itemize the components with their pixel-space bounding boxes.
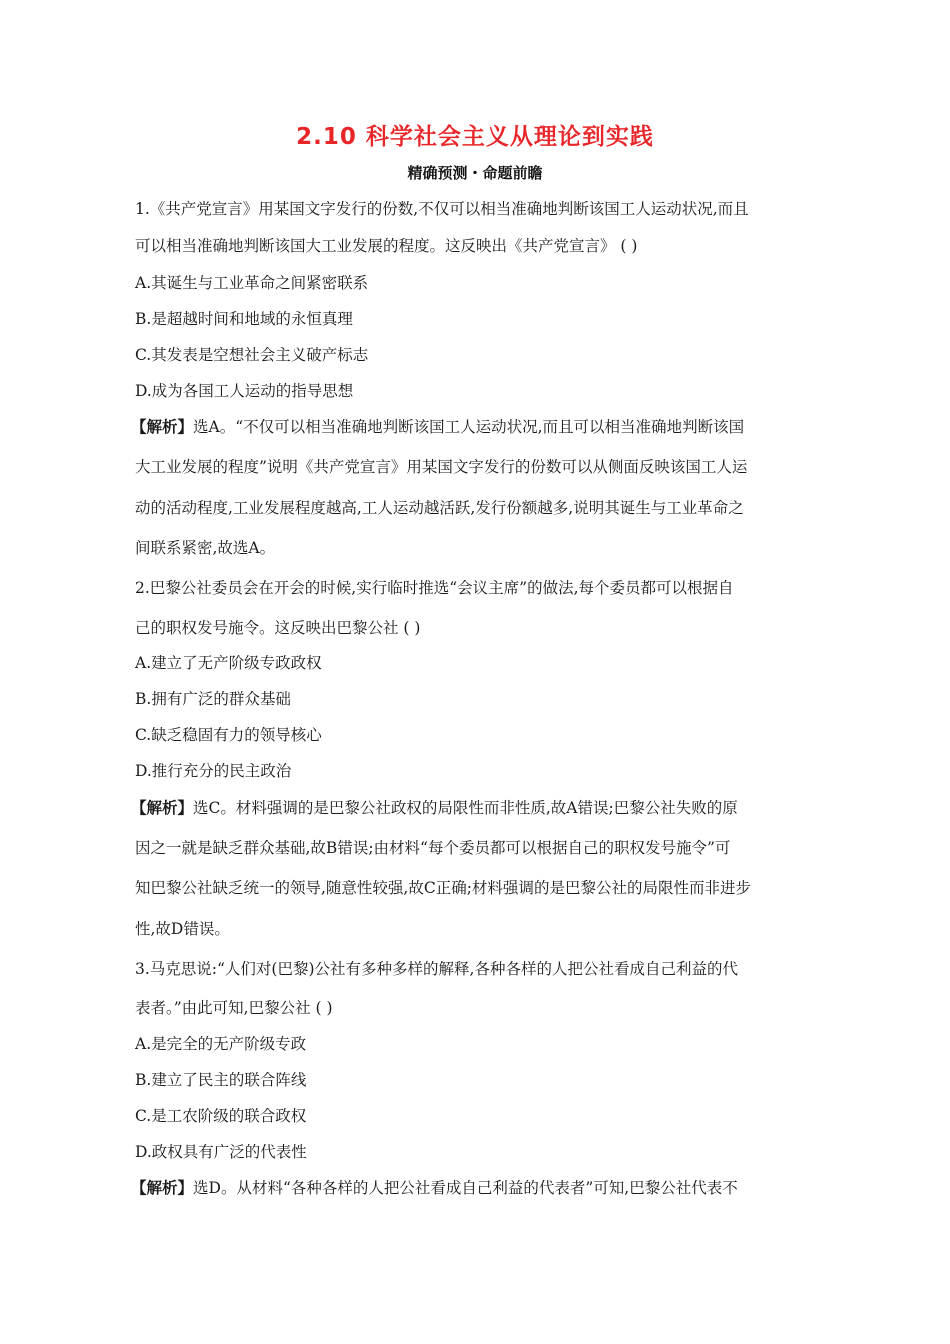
q3-analysis-line-1: [131, 1177, 815, 1199]
q2-analysis-line-2: 因之一就是缺乏群众基础,故B错误;由材料“每个委员都可以根据自己的职权发号施令”可: [135, 839, 731, 857]
q1-stem-line-1: 1.《共产党宣言》用某国文字发行的份数,不仅可以相当准确地判断该国工人运动状况,而且: [135, 200, 749, 218]
q2-option-d: D.推行充分的民主政治: [135, 762, 292, 780]
q2-analysis-line-4: 性,故D错误。: [135, 920, 230, 938]
q2-stem-line-2: 己的职权发号施令。这反映出巴黎公社 ( ): [135, 619, 421, 637]
q1-stem-line-2: 可以相当准确地判断该国大工业发展的程度。这反映出《共产党宣言》 ( ): [135, 237, 638, 255]
analysis-tag: 【解析】: [131, 1178, 194, 1197]
q3-analysis-text: 选D。从材料“各种各样的人把公社看成自己利益的代表者”可知,巴黎公社代表不: [193, 1179, 738, 1197]
q2-option-a: A.建立了无产阶级专政政权: [135, 654, 322, 672]
q3-stem-line-2: 表者。”由此可知,巴黎公社 ( ): [135, 999, 333, 1017]
analysis-tag: 【解析】: [131, 417, 194, 436]
page-title: 2.10 科学社会主义从理论到实践: [296, 124, 654, 150]
q3-option-c: C.是工农阶级的联合政权: [135, 1107, 307, 1125]
q1-analysis-line-1: [131, 416, 815, 438]
analysis-tag: 【解析】: [131, 798, 194, 817]
q3-stem-line-1: 3.马克思说:“人们对(巴黎)公社有多种多样的解释,各种各样的人把公社看成自己利益的代: [135, 960, 738, 978]
q2-stem-line-1: 2.巴黎公社委员会在开会的时候,实行临时推选“会议主席”的做法,每个委员都可以根据自: [135, 579, 734, 597]
q1-option-b: B.是超越时间和地域的永恒真理: [135, 310, 353, 328]
page-subtitle: 精确预测・命题前瞻: [407, 164, 543, 182]
q1-option-a: A.其诞生与工业革命之间紧密联系: [135, 274, 369, 292]
q2-option-b: B.拥有广泛的群众基础: [135, 690, 291, 708]
q3-option-b: B.建立了民主的联合阵线: [135, 1071, 307, 1089]
q1-option-c: C.其发表是空想社会主义破产标志: [135, 346, 369, 364]
q3-option-a: A.是完全的无产阶级专政: [135, 1035, 307, 1053]
q1-analysis-text: 选A。“不仅可以相当准确地判断该国工人运动状况,而且可以相当准确地判断该国: [193, 418, 745, 436]
q2-option-c: C.缺乏稳固有力的领导核心: [135, 726, 322, 744]
q2-analysis-text: 选C。材料强调的是巴黎公社政权的局限性而非性质,故A错误;巴黎公社失败的原: [193, 799, 738, 817]
q1-analysis-line-2: 大工业发展的程度”说明《共产党宣言》用某国文字发行的份数可以从侧面反映该国工人运: [135, 458, 748, 476]
q2-analysis-line-3: 知巴黎公社缺乏统一的领导,随意性较强,故C正确;材料强调的是巴黎公社的局限性而非进步: [135, 879, 751, 897]
q1-option-d: D.成为各国工人运动的指导思想: [135, 382, 354, 400]
q1-analysis-line-4: 间联系紧密,故选A。: [135, 539, 276, 557]
q1-analysis-line-3: 动的活动程度,工业发展程度越高,工人运动越活跃,发行份额越多,说明其诞生与工业革命之: [135, 499, 744, 517]
q2-analysis-line-1: [131, 797, 815, 819]
q3-option-d: D.政权具有广泛的代表性: [135, 1143, 307, 1161]
